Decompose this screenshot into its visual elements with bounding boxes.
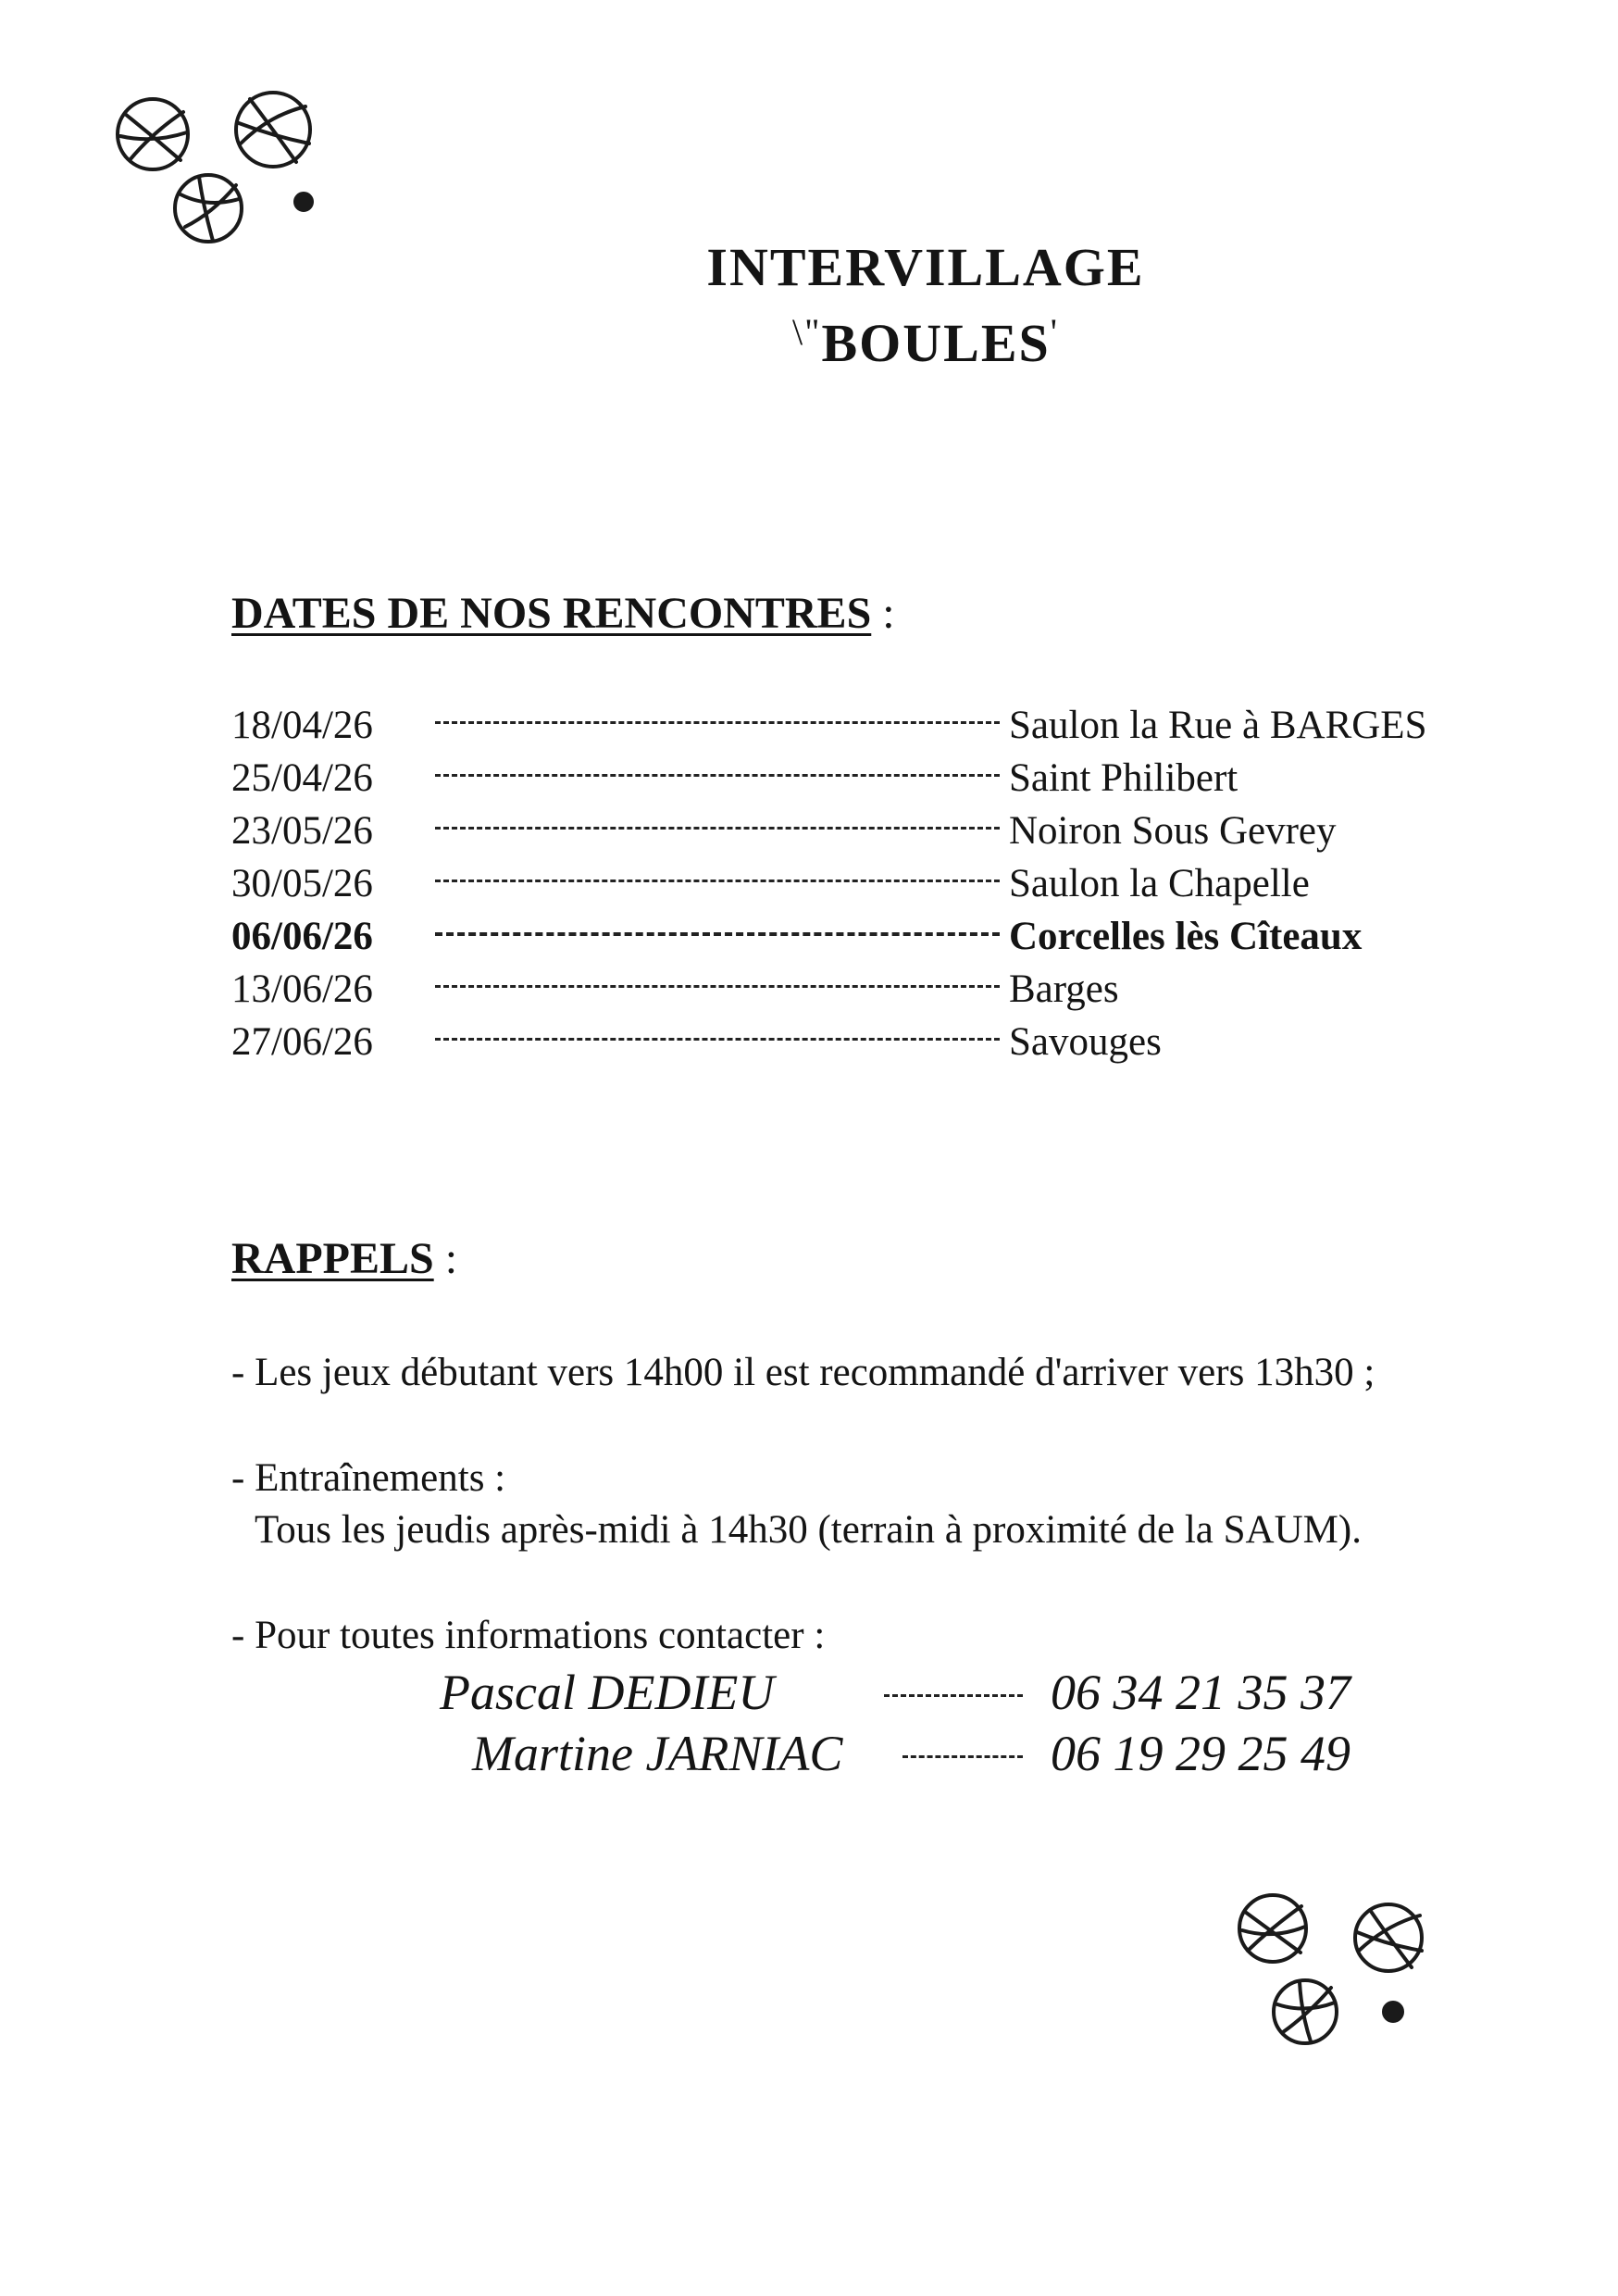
schedule-list xyxy=(231,699,1527,1068)
boule-icon xyxy=(1274,1980,1337,2043)
petanque-balls-icon xyxy=(111,79,333,255)
schedule-date: 23/05/26 xyxy=(231,809,373,853)
boule-icon xyxy=(236,93,310,167)
schedule-date: 06/06/26 xyxy=(231,915,373,958)
reminder-contact-label: - Pour toutes informations contacter : xyxy=(231,1614,826,1657)
reminder-training-schedule: Tous les jeudis après-midi à 14h30 (terrain à proximité de la SAUM). xyxy=(255,1508,1362,1552)
dash-leader xyxy=(902,1755,1023,1758)
schedule-row xyxy=(231,963,1527,1016)
contact-name: Martine JARNIAC xyxy=(472,1726,843,1781)
schedule-row xyxy=(231,699,1527,752)
schedule-row-highlighted xyxy=(231,910,1527,963)
boule-icon xyxy=(118,99,188,169)
schedule-date: 27/06/26 xyxy=(231,1020,373,1064)
dash-leader xyxy=(435,932,1000,936)
title-line2-text: BOULES xyxy=(821,313,1051,373)
boule-icon xyxy=(1239,1895,1306,1962)
schedule-date: 18/04/26 xyxy=(231,704,373,747)
dash-leader xyxy=(435,721,1000,724)
rappels-heading-text: RAPPELS xyxy=(231,1234,434,1283)
boule-icon xyxy=(175,175,242,242)
cochonnet-icon xyxy=(1384,2003,1402,2021)
dates-heading xyxy=(231,588,895,639)
dash-leader xyxy=(435,827,1000,830)
dash-leader xyxy=(435,985,1000,988)
contact-name: Pascal DEDIEU xyxy=(440,1665,775,1720)
schedule-date: 25/04/26 xyxy=(231,756,373,800)
reminder-training-label: - Entraînements : xyxy=(231,1456,506,1500)
cochonnet-icon xyxy=(295,193,312,210)
schedule-row xyxy=(231,805,1527,857)
schedule-place: Saulon la Chapelle xyxy=(1009,862,1310,905)
schedule-place: Saint Philibert xyxy=(1009,756,1238,800)
petanque-balls-icon xyxy=(1231,1875,1453,2051)
schedule-place: Saulon la Rue à BARGES xyxy=(1009,704,1427,747)
schedule-date: 30/05/26 xyxy=(231,862,373,905)
schedule-row xyxy=(231,752,1527,805)
schedule-date: 13/06/26 xyxy=(231,967,373,1011)
schedule-place: Savouges xyxy=(1009,1020,1162,1064)
dash-leader xyxy=(435,774,1000,777)
dash-leader xyxy=(884,1694,1023,1697)
dash-leader xyxy=(435,880,1000,882)
schedule-row xyxy=(231,857,1527,910)
rappels-heading xyxy=(231,1233,457,1284)
dash-leader xyxy=(435,1038,1000,1041)
dates-heading-colon: : xyxy=(882,589,895,638)
reminder-start-time: - Les jeux débutant vers 14h00 il est recommandé d'arriver vers 13h30 ; xyxy=(231,1351,1375,1394)
contact-phone: 06 34 21 35 37 xyxy=(1051,1665,1350,1720)
boule-icon xyxy=(1355,1904,1422,1971)
title-line1: INTERVILLAGE xyxy=(706,237,1145,297)
schedule-place: Barges xyxy=(1009,967,1119,1011)
schedule-row xyxy=(231,1016,1527,1068)
dates-heading-text: DATES DE NOS RENCONTRES xyxy=(231,589,872,638)
contact-phone: 06 19 29 25 49 xyxy=(1051,1726,1350,1781)
rappels-heading-colon: : xyxy=(444,1234,458,1283)
schedule-place: Noiron Sous Gevrey xyxy=(1009,809,1337,853)
schedule-place: Corcelles lès Cîteaux xyxy=(1009,915,1363,958)
title-line2: \"BOULES' xyxy=(792,311,1059,373)
